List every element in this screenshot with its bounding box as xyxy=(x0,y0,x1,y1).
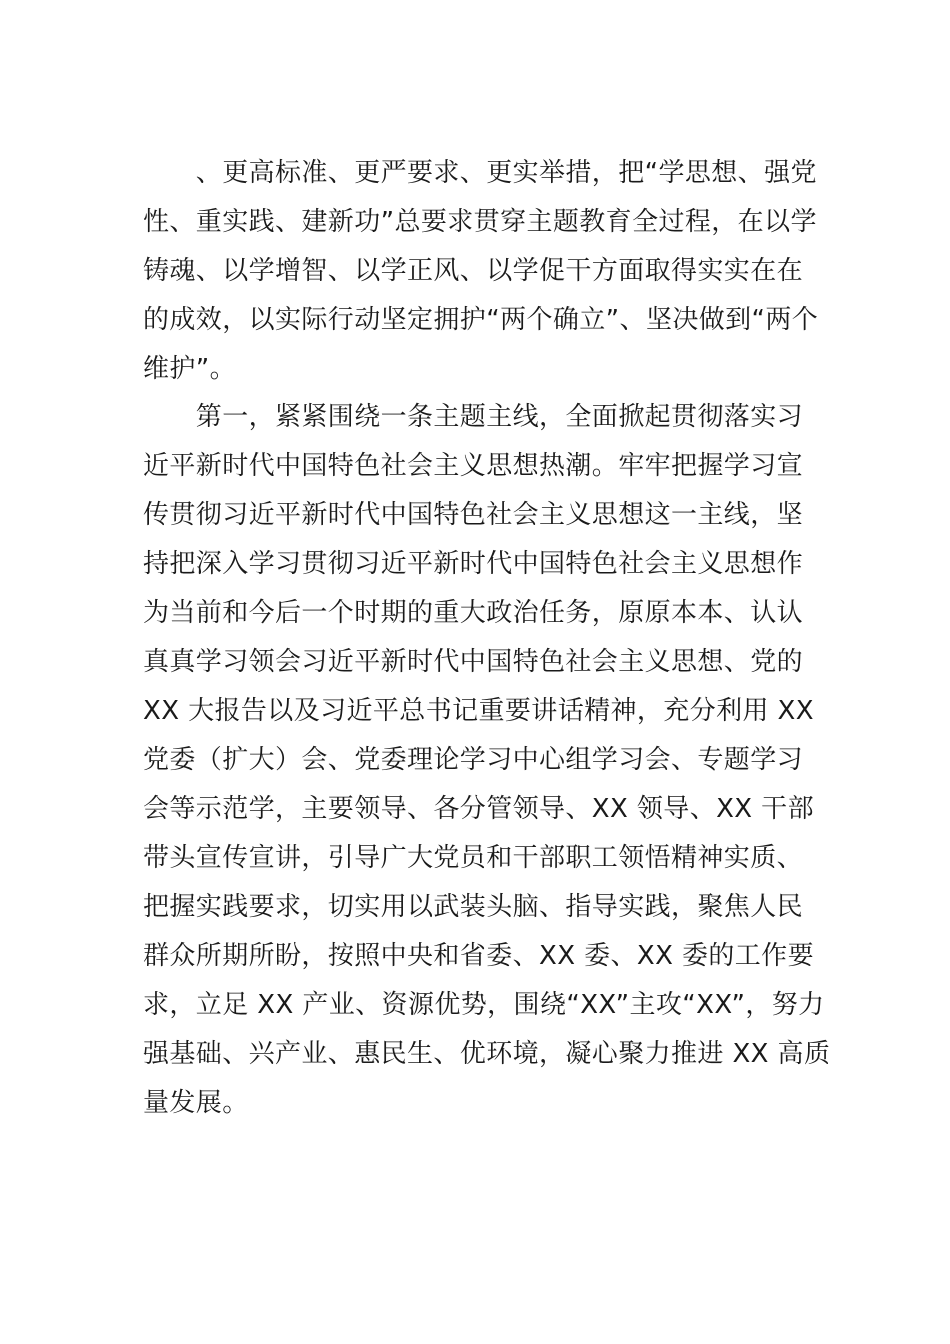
text-line: 党委（扩大）会、党委理论学习中心组学习会、专题学习 xyxy=(143,745,804,775)
paragraph-first-point xyxy=(143,393,831,1128)
text-line: 强基础、兴产业、惠民生、优环境，凝心聚力推进 XX 高质 xyxy=(143,1039,831,1069)
text-line: 性、重实践、建新功”总要求贯穿主题教育全过程，在以学 xyxy=(143,207,817,237)
text-line: 近平新时代中国特色社会主义思想热潮。牢牢把握学习宣 xyxy=(143,451,804,481)
text-line: 、更高标准、更严要求、更实举措，把“学思想、强党 xyxy=(143,158,817,188)
text-line: 群众所期所盼，按照中央和省委、XX 委、XX 委的工作要 xyxy=(143,941,814,971)
text-line: 真真学习领会习近平新时代中国特色社会主义思想、党的 xyxy=(143,647,804,677)
text-line: 传贯彻习近平新时代中国特色社会主义思想这一主线，坚 xyxy=(143,500,804,530)
text-line: 为当前和今后一个时期的重大政治任务，原原本本、认认 xyxy=(143,598,804,628)
text-line: 求，立足 XX 产业、资源优势，围绕“XX”主攻“XX”，努力 xyxy=(143,990,825,1020)
text-line: XX 大报告以及习近平总书记重要讲话精神，充分利用 XX xyxy=(143,696,814,726)
text-line: 维护”。 xyxy=(143,354,237,384)
paragraph-intro xyxy=(143,149,819,394)
text-line: 会等示范学，主要领导、各分管领导、XX 领导、XX 干部 xyxy=(143,794,814,824)
text-line: 带头宣传宣讲，引导广大党员和干部职工领悟精神实质、 xyxy=(143,843,804,873)
text-line: 量发展。 xyxy=(143,1088,249,1118)
text-line: 持把深入学习贯彻习近平新时代中国特色社会主义思想作 xyxy=(143,549,804,579)
text-line: 把握实践要求，切实用以武装头脑、指导实践，聚焦人民 xyxy=(143,892,804,922)
text-line: 的成效，以实际行动坚定拥护“两个确立”、坚决做到“两个 xyxy=(143,305,819,335)
text-line: 第一，紧紧围绕一条主题主线，全面掀起贯彻落实习 xyxy=(143,402,804,432)
text-line: 铸魂、以学增智、以学正风、以学促干方面取得实实在在 xyxy=(143,256,804,286)
